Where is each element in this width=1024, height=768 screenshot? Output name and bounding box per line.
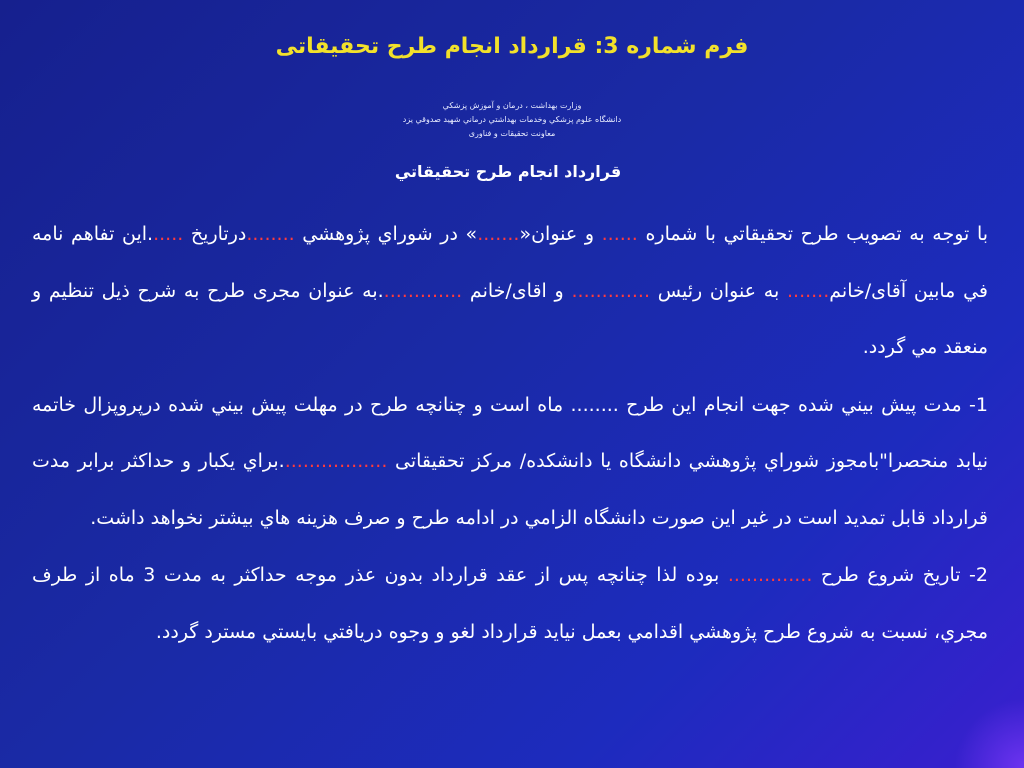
contract-subtitle: قرارداد انجام طرح تحقيقاتي bbox=[394, 162, 622, 181]
blank-plan-title: ....... bbox=[477, 223, 520, 245]
blank-plan-number: ...... bbox=[601, 223, 638, 245]
organization-header bbox=[0, 99, 1024, 141]
form-title: فرم شماره 3: قرارداد انجام طرح تحقيقاتی bbox=[275, 34, 749, 59]
text-segment: » در شوراي پژوهشي bbox=[294, 223, 478, 245]
text-segment: به عنوان رئيس bbox=[650, 279, 787, 302]
contract-body bbox=[32, 206, 988, 661]
blank-duration: ........ bbox=[570, 393, 619, 416]
paragraph-clause-2 bbox=[32, 547, 988, 660]
blank-head-name: ....... bbox=[786, 279, 830, 302]
blank-research-center: ................. bbox=[284, 450, 388, 472]
paragraph-clause-1 bbox=[32, 377, 988, 547]
blank-executor-name: ............. bbox=[383, 279, 463, 302]
university-line: دانشگاه علوم پزشكي وخدمات بهداشتي درماني شهيد صدوقي يزد bbox=[402, 115, 622, 124]
text-segment: .براي يكبار و حداكثر برابر مدت قرارداد قابل تمديد است در غير اين صورت دانشگاه الزامي در ادامه طرح و صرف هزينه هاي بيشتر نخواهد داشت. bbox=[32, 450, 988, 529]
text-segment: درتاريخ bbox=[183, 223, 247, 245]
blank-head-title: ............. bbox=[571, 279, 650, 302]
text-segment: 2- تاريخ شروع طرح bbox=[812, 564, 989, 586]
text-segment: .اين تفاهم نامه في مابين آقای/خانم bbox=[32, 223, 989, 302]
blank-date: ..... bbox=[153, 223, 184, 245]
blank-council: ........ bbox=[246, 223, 295, 245]
blank-start-date: .............. bbox=[727, 564, 813, 586]
paragraph-intro bbox=[32, 206, 988, 376]
deputy-line: معاونت تحقيقات و فناوری bbox=[468, 129, 556, 138]
text-segment: و اقای/خانم bbox=[462, 279, 572, 302]
text-segment: ماه است و چنانچه طرح در مهلت پيش بيني شده درپروپزال خاتمه نيابد منحصرا"بامجوز شوراي پژوهشي دانشگاه يا دانشكده/ مركز تحقيقاتی bbox=[32, 393, 989, 472]
text-segment: .به عنوان مجری طرح به شرح ذيل تنظيم و منعقد مي گردد. bbox=[32, 279, 988, 358]
ministry-line: وزارت بهداشت ، درمان و آموزش پزشكي bbox=[442, 101, 582, 110]
text-segment: با توجه به تصويب طرح تحقيقاتي با شماره bbox=[637, 223, 989, 245]
text-segment: 1- مدت پيش بيني شده جهت انجام اين طرح bbox=[618, 393, 988, 416]
corner-glow bbox=[954, 698, 1024, 768]
text-segment: بوده لذا چنانچه پس از عقد قرارداد بدون عذر موجه حداكثر به مدت 3 ماه از طرف مجري، نسبت به شروع طرح پژوهشي اقدامي بعمل نيايد قرارداد لغو و وجوه دريافتي بايستي مسترد گردد. bbox=[32, 564, 988, 643]
text-segment: و عنوان« bbox=[519, 223, 602, 245]
